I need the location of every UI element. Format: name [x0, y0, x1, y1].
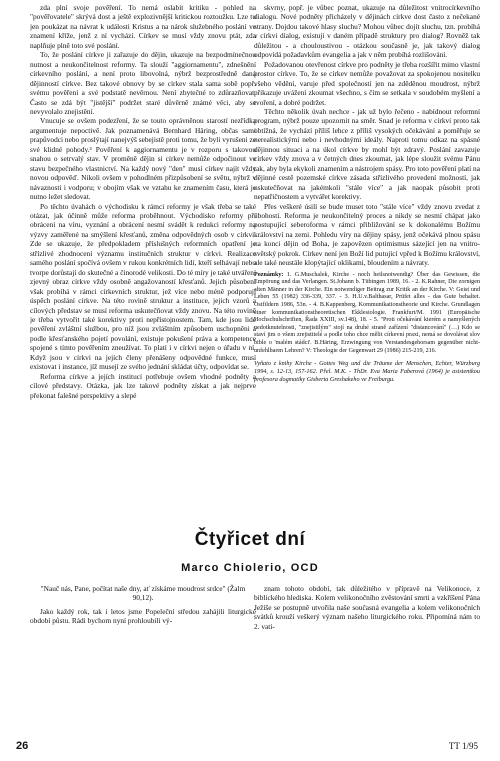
article-right-column [254, 3, 480, 516]
page-number: 26 [16, 740, 29, 752]
paragraph: Těchto několik úvah nechce - jak už bylo řečeno - nabídnout reformní program, nýbrž pouze upozornit na směr. Snad je reforma v církvi proto tak obtížná, že vychází příliš lehce z příliš vysokých očekávání a poměřuje se nerealistickými nebo i nevhodnými ideály. Naproti tomu odkaz na spásné dějinnou situaci a na úkol církve by mohl být zdravý. Poslání zavazuje církev vždy znova a v četných dnes zkoumat, jak lépe sloužit svému Pánu tak, aby byla ekykoli znamením a nástrojem spásy. Pro toto pověření platí na dějinné cestě pozemské církve zásada střízlivého provedení možností, jak uskutečňovat na jakémkoli "stále více" a jak naopak působit proti nepatřičnostem a vytvářet korektivy. [254, 106, 480, 202]
source-text: Vyňato z knihy Kirche - Gottes Weg und die Träume der Menschen, Echter, Würzburg 1994, s. 12-13, 157-162. Přel. M.K. - ThDr. Eva Maria Faberová (1964) je asistentkou profesora dogmatiky Gisberta Greshakeho ve Freiburgu. [254, 360, 480, 383]
source-note [254, 360, 480, 383]
article-author: Marco Chiolerio, OCD [181, 562, 319, 574]
paragraph: Reforma církve a jejích institucí potřebuje ovšem vhodné podněty a cílové představy. Otázka, jak lze takové podněty získat a jak nejprve překonat falešné perspektivy a slepé [30, 371, 256, 400]
new-article-left-column [30, 584, 256, 734]
paragraph: Vnucuje se ovšem podezření, že se touto oprávněnou starostí nezřídka argumentuje nepoctivě. Jak poznamenává Bernhard Häring, občas sami prapůvodci nebo proslýtají nanejvýš sebejistě proti tomu, že byli vyrušeni ze své klidné pohody.³ Pověření k aggiornamentu je v rozporu s takovou snahou o setrvalý stav. V proměně dějin si církev nemůže odpočinout ve stavu bezpečného vlastnictví. Na každý nový "den" musí církev najít vždy novou odpověď. Nikoli ovšem v pohodlném přizpůsobení se světu, nýbrž v návaznosti i vodporu; v obojím však ve vztahu ke znamením času, která je nutno ležet sledovat. [30, 116, 256, 202]
footnotes [254, 272, 480, 356]
paragraph: znam tohoto období, tak důležitého v přípravě na Velikonoce, z biblického hlediska. Kolem velikonočního zvěstování smrti a vzkříšení Pána Ježíše se postupně utvořila naše současná evangelia a kolem velikonočních svátků krouží veškerý význam našeho liturgického roku. Připomíná nám to 2. vati- [254, 584, 480, 631]
paragraph: Jako každý rok, tak i letos jsme Popeleční středou zahájili liturgické období půstu. Rádi bychom nyní prohloubili vý- [30, 606, 256, 626]
article-title: Čtyřicet dní [194, 529, 306, 550]
paragraph: skvrny, popř. je vůbec poznat, ukazuje na důležitost vnitrocírkevního dialogu. Nové podněty přicházely v dějinách církve dost často z nečekané strany. Dojdou takové hlasy sluchu? Mohou vůbec dojít sluchu, tzn. probíhá v církvi dialog, existují v daném případě struktury pro dialog? Rovněž tak důležitou - a chouloustivou - otázkou současně je, jak takový dialog odpovídá požadavkům evangelia a jak v něm probíhá rozlišování. [254, 3, 480, 60]
paragraph: Po těchto úvahách o východisku k rámci reformy je však třeba se také otázat, jak účinně může reforma proběhnout. Východisko reformy při obrácení na víru, vyznání a obrácení nesmí svádět k redukci reformy na výzvy zaměřené na smýšlení křesťanů, změna odpovědných osob v církvi. Zde se ukazuje, že předpokladem příslušných reformních opatření je střízlivé zhodnocení významu institučních struktur v církvi. Realizace samého poslání spočívá ovšem v rukou konkrétních lidí, kteří selhávají nebo tvorpe dorůstají do skutečné a činorodé velikosti. Do té míry je také utváření zjevný obraz církve vždy osobně angažovaností křesťanů. Jejich působení však probíhá v rámci církevních struktur, jež více nebo méně podporují úspěch poslání církve. Na této rovině struktur a instituce, jejich vzorů a cílových představ se musí reforma uskutečňovat vždy znovu. Na této rovině je třeba vytvořit také korektivy proti nepřístojnostem. Tam, kde jsou lidé pověření zvláštní službou, pro níž jsou zvláštním způsobem uschopněni a podle křesťanského pojetí povolání, existuje pokušení práva a kompetence spojené s tímto pověřením zneužívat. To platí i v církvi nejen o úřadu v ní. Když jsou v církvi na jejích členy přenášeny odpovědné funkce, musí existovat i instance, jíž musejí ze svého jednání skládat účty, odpovídat se. [30, 201, 256, 372]
epigraph-quote: "Nauč nás, Pane, počítat naše dny, ať získáme moudrost srdce" (Žalm 90,12). [40, 584, 246, 603]
paragraph: Přes veškeré úsilí se bude muset toto "stále více" vždy znovu zvedat z úbohosti. Reforma je neukončitelný proces a nikdy se nesmí chápat jako postupující seberoforma v rámci přibližování se k dokonalému Božímu království na zemi. Pohledu víry na dějiny spásy, jenž očekává plnou spásu na konci dějin od Boha, je zapovězen optimismus sázející jen na vnitrosvětský pokrok. Církev není jen Boží lid putující vpřed k Božímu království, ale také neustále klopýtající oklikami, bloudením a návraty. [254, 201, 480, 268]
paragraph: To, že poslání církve ji zařazuje do dějin, ukazuje na bezpodmínečnou nutnost a neukončitelnost reformy. Ta slouží "aggiornamentu", zdnešnění církevního poslání, a není proto libovolná, nýbrž bezprostředně daná dějinností církve. Bez takové obnovy by se církev stala sama sobě popř. svému pověření a své podstatě nevěrnou. Není zbytečné to zdůrazňovat. Často se zdá být "jistější" podržet staré důvěrně známé věci, aby se nevyvolalo znejistění. [30, 50, 256, 116]
journal-reference: TT 1/95 [448, 741, 478, 751]
article-left-column [30, 3, 256, 516]
footnotes-text: 1. G.Muschalek, Kirche - noch heilsnotwendig? Über das Gewissen, die Empörung und das Verlangen. St.Johann b. Tübingen 1989, 16. - 2. K.Rahner, Die zornigen alten Männer in der Kirche. Ein notwendiger Beitrag zur Kritik an der Kirche. V: Geist und Leben 55 (1982) 336-339, 337. - 3. H.U.v.Balthasar, Prüfet alles - das Gute behaltet. Ostfildern 1986, 53n. - 4. B.Kappenberg, Kommunikationstheorie und Kirche. Grundlagen einer kommunikationstheoretischen Ekklesiologie. Frankfurt/M. 1991 (Europäische Hochschulschriften, Řada XXIII, sv.148), 18. - 5. "Proti očekávání kterém a namyšlených nedotknutelnosti, "znejistilým" stojí na druhé straně zařízení "distancování" (…) Kdo se staví jim o všem zrejistitelé a podle toho chce mělit církevní praxi, nemá se dovolávat slov bible o 'malém stádci'. B.Häring, Erzwingung von Verstandesgehorsam gegenüber nicht-unfehlbaren Lehren? V: Theologie der Gegenwart 29 (1986) 215-219, 216. [254, 271, 480, 354]
paragraph: zda plní svoje pověření. To nemá oslabit kritiku - pohled na "pověřovatele" skrývá dost a ještě explozivnější kritickou roztoužku. Lze tu jen poukázat na návrat k události Kristus a na nárok služebného poslání ve znamení kříže, jenž z ní vychází. Církev se musí vždy znovu ptát, zda naplňuje plně toto své poslání. [30, 3, 256, 50]
new-article-right-column [254, 584, 480, 734]
paragraph: Požadovanou otevřenost církve pro podněty je třeba rozšířit mimo vlastní prostor církve. To, že se církev nemůže považovat za spokojenou nositelku všeho vědění, varuje před společností jen na zděděnou moudrost, nýbrž přikazuje uvážení zkoumat všechno, s čím se setkala v soudobém myšlení a tvoření, a dobré podržet. [254, 59, 480, 107]
footnotes-label: Poznámky: [254, 271, 284, 278]
